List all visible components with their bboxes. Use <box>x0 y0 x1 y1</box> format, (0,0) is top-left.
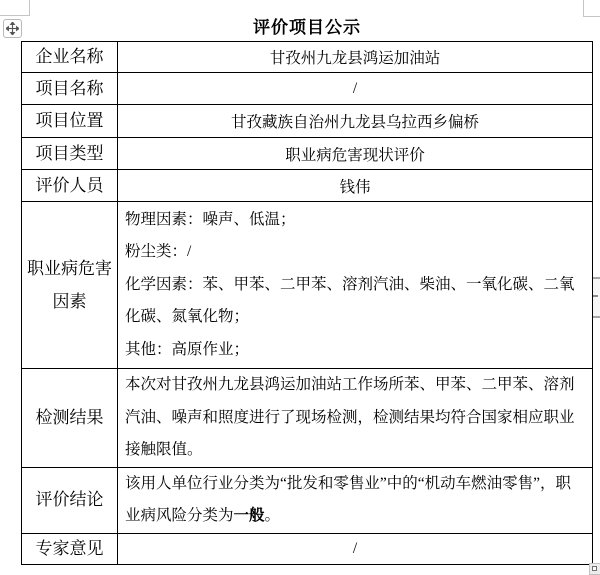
hazard-line-physical: 物理因素：噪声、低温； <box>125 210 296 228</box>
company-name-label-cell[interactable]: 企业名称 <box>22 42 118 73</box>
table-row <box>22 467 593 533</box>
project-name-value-cell[interactable]: / <box>118 73 593 105</box>
conclusion-text <box>125 468 584 533</box>
table-row <box>22 73 593 105</box>
hazard-factors-label-cell[interactable]: 职业病危害因素 <box>22 202 118 369</box>
publicity-table <box>21 41 593 565</box>
table-row <box>22 369 593 468</box>
conclusion-value-cell[interactable] <box>118 467 593 533</box>
conclusion-prefix: 该用人单位行业分类为“批发和零售业”中的“机动车燃油零售”，职业病风险分类为 <box>125 474 572 524</box>
hazard-factors-value-cell[interactable] <box>118 202 593 369</box>
evaluators-value-cell[interactable]: 钱伟 <box>118 170 593 202</box>
table-move-handle[interactable] <box>3 19 22 38</box>
project-name-label-cell[interactable]: 项目名称 <box>22 73 118 105</box>
hazard-line-other: 其他：高原作业； <box>125 340 250 358</box>
hazard-line-chemical: 化学因素：苯、甲苯、二甲苯、溶剂汽油、柴油、一氧化碳、二氧化碳、氮氧化物； <box>125 275 575 326</box>
evaluators-label-cell[interactable]: 评价人员 <box>22 170 118 202</box>
page-title: 评价项目公示 <box>253 18 361 37</box>
vertical-scrollbar-thumb[interactable] <box>593 277 600 318</box>
project-location-label-cell[interactable]: 项目位置 <box>22 105 118 138</box>
project-location-value-cell[interactable]: 甘孜藏族自治州九龙县乌拉西乡偏桥 <box>118 105 593 138</box>
table-row <box>22 170 593 202</box>
conclusion-label-cell[interactable]: 评价结论 <box>22 467 118 533</box>
table-row <box>22 202 593 369</box>
conclusion-emphasis: 一般 <box>233 507 265 524</box>
test-results-label-cell[interactable]: 检测结果 <box>22 369 118 468</box>
project-type-label-cell[interactable]: 项目类型 <box>22 138 118 170</box>
table-row <box>22 533 593 564</box>
scrollbar-grip-icon <box>593 295 598 297</box>
resize-square-icon <box>592 566 597 571</box>
move-arrows-icon <box>6 22 19 35</box>
test-results-text: 本次对甘孜州九龙县鸿运加油站工作场所苯、甲苯、二甲苯、溶剂汽油、噪声和照度进行了现场检测，检测结果均符合国家相应职业接触限值。 <box>125 376 575 458</box>
expert-opinion-value-cell[interactable]: / <box>118 533 593 564</box>
company-name-value-cell[interactable]: 甘孜州九龙县鸿运加油站 <box>118 42 593 73</box>
expert-opinion-label-cell[interactable]: 专家意见 <box>22 533 118 564</box>
test-results-value-cell[interactable] <box>118 369 593 468</box>
table-resize-handle[interactable] <box>589 563 600 575</box>
table-row <box>22 42 593 73</box>
table-row <box>22 105 593 138</box>
hazard-line-dust: 粉尘类：/ <box>125 243 192 261</box>
table-row <box>22 138 593 170</box>
project-type-value-cell[interactable]: 职业病危害现状评价 <box>118 138 593 170</box>
conclusion-suffix: 。 <box>264 507 281 524</box>
